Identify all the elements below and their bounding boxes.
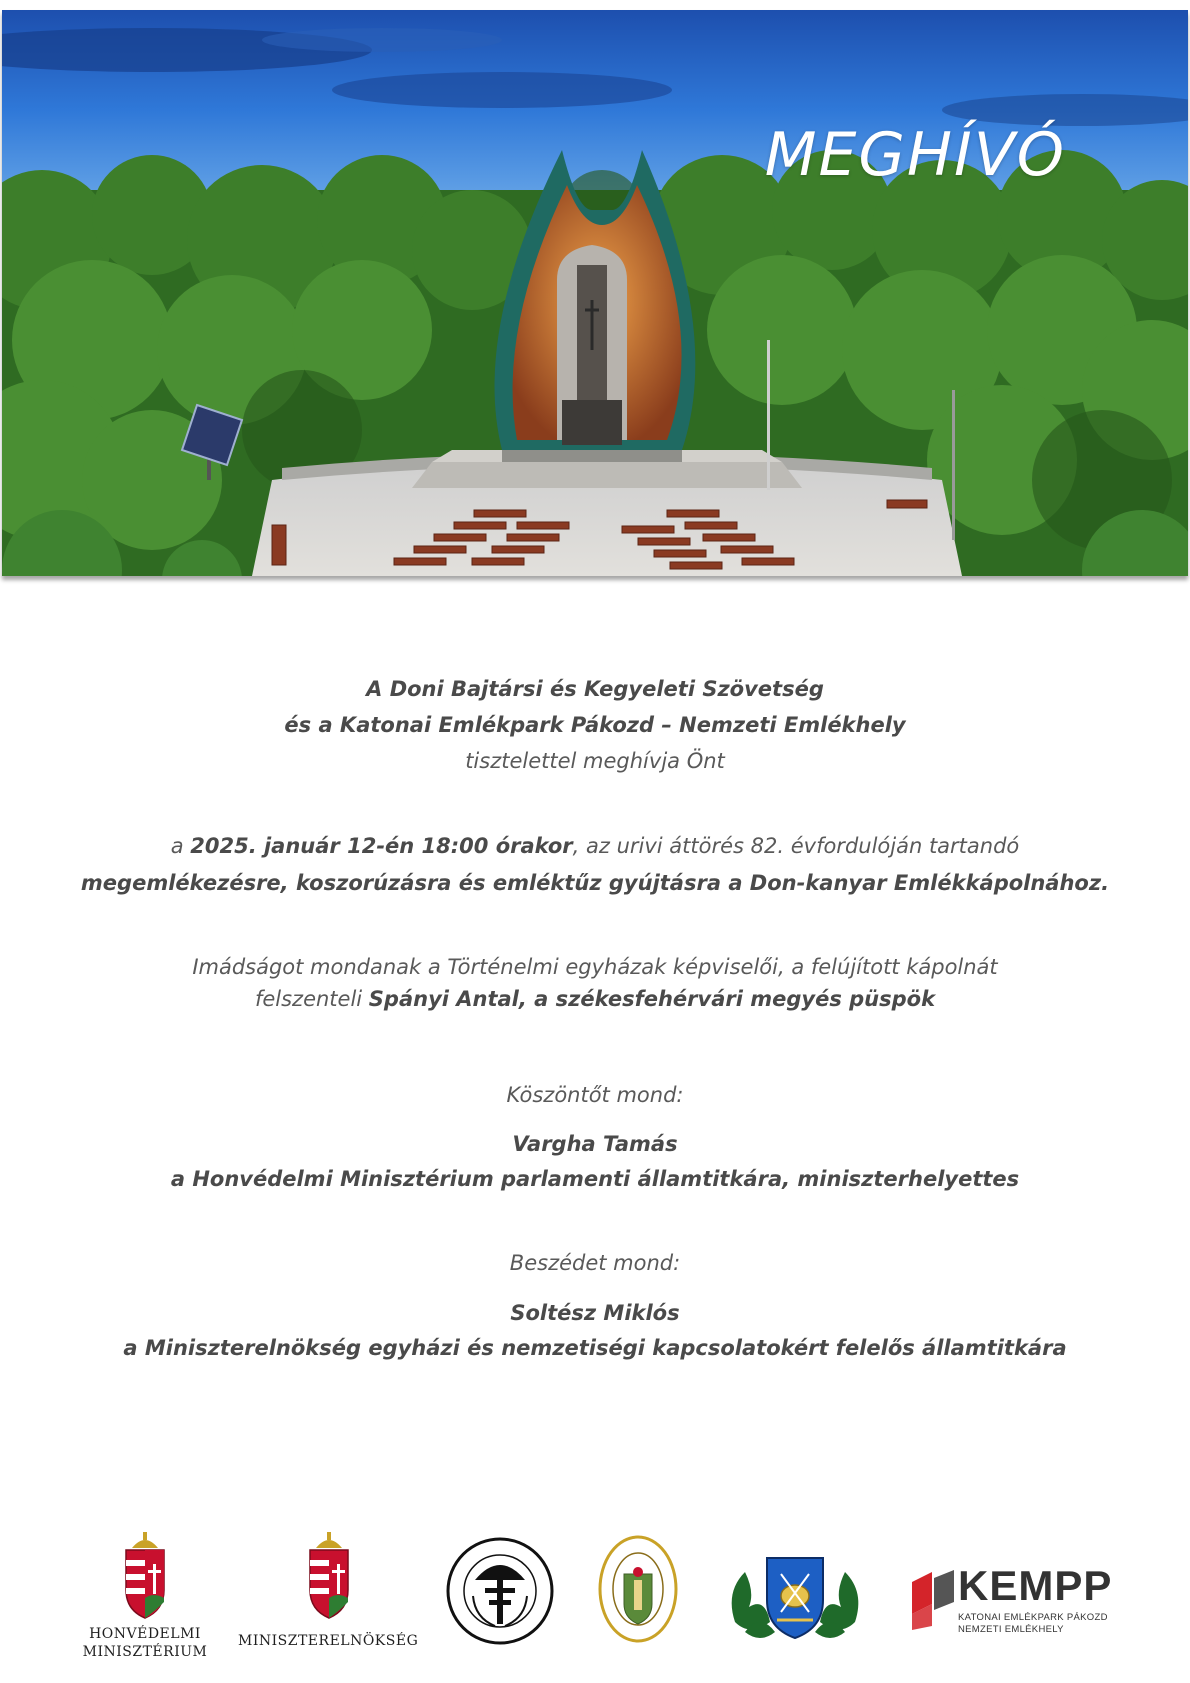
pakozd-coat-of-arms-icon	[725, 1552, 865, 1642]
chapel-photo	[2, 10, 1188, 576]
greeting-label: Köszöntőt mond:	[506, 1083, 684, 1107]
date-line	[0, 834, 1190, 858]
invitation-title: MEGHÍVÓ	[764, 120, 1066, 190]
kempp-subtitle	[958, 1612, 1118, 1636]
prayer-prefix: felszenteli	[254, 987, 369, 1011]
date-prefix: a	[170, 834, 191, 858]
event-datetime: 2025. január 12-én 18:00 órakor	[190, 834, 573, 858]
kempp-subtitle-line-1: KATONAI EMLÉKPARK PÁKOZD	[958, 1612, 1108, 1623]
event-line: megemlékezésre, koszorúzásra és emléktűz gyújtásra a Don-kanyar Emlékkápolnához.	[80, 871, 1110, 895]
kempp-emblem-icon	[910, 1568, 956, 1630]
speech-label: Beszédet mond:	[509, 1251, 681, 1275]
greeting-title: a Honvédelmi Minisztérium parlamenti államtitkára, miniszterhelyettes	[170, 1167, 1020, 1191]
org-line-1: A Doni Bajtársi és Kegyeleti Szövetség	[366, 677, 824, 701]
prayer-line-2	[0, 987, 1190, 1011]
bishop-name: Spányi Antal, a székesfehérvári megyés püspök	[368, 987, 936, 1011]
doni-seal-icon	[445, 1536, 555, 1646]
prayer-line-1: Imádságot mondanak a Történelmi egyházak képviselői, a felújított kápolnát	[192, 955, 998, 979]
org-line-2: és a Katonai Emlékpark Pákozd – Nemzeti Emlékhely	[284, 713, 906, 737]
speech-name: Soltész Miklós	[510, 1301, 680, 1325]
speech-title: a Miniszterelnökség egyházi és nemzetiségi kapcsolatokért felelős államtitkára	[123, 1336, 1067, 1360]
hm-label	[80, 1625, 210, 1661]
hero-photo	[2, 10, 1188, 576]
hm-label-line-2: MINISZTÉRIUM	[82, 1644, 208, 1660]
bajtarsi-szovetseg-badge-icon	[598, 1534, 678, 1644]
date-suffix: , az urivi áttörés 82. évfordulóján tartandó	[572, 834, 1020, 858]
hm-label-line-1: HONVÉDELMI	[89, 1626, 201, 1642]
kempp-name: KEMPP	[958, 1562, 1113, 1609]
invites-line: tisztelettel meghívja Önt	[465, 749, 725, 773]
greeting-name: Vargha Tamás	[512, 1132, 678, 1156]
me-label: MINISZTERELNÖKSÉG	[238, 1633, 419, 1649]
me-coat-of-arms-icon	[304, 1530, 354, 1620]
kempp-subtitle-line-2: NEMZETI EMLÉKHELY	[958, 1624, 1064, 1635]
hm-coat-of-arms-icon	[120, 1530, 170, 1620]
